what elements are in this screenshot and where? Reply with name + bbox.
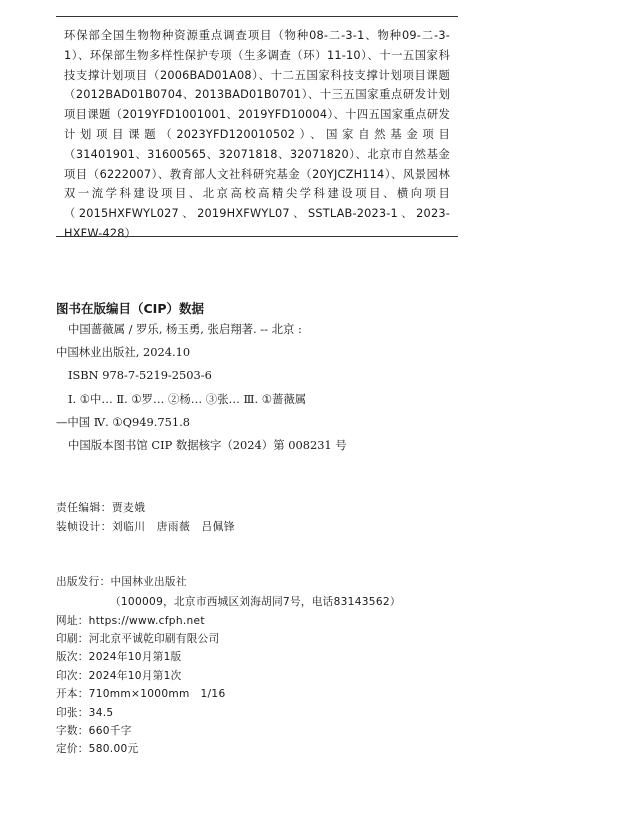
website-line: 网址：https://www.cfph.net: [56, 615, 205, 627]
funding-statement: 环保部全国生物物种资源重点调查项目（物种08-二-3-1、物种09-二-3-1）、环保部生物多样性保护专项（生多调查（环）11-10）、十一五国家科技支撑计划项目（2006BAD01A08）、十二五国家科技支撑计划项目课题（2012BAD01B0704、2013BAD01B0701）、十三五国家重点研发计划项目课题（2019YFD1001001、2019YFD10004）、十四五国家重点研发计划项目课题（2023YFD120010502）、国家自然基金项目（31401901、31600565、32071818、32071820）、北京市自然基金项目（6222007）、教育部人文社科研究基金（20YJCZH114）、风景园林双一流学科建设项目、北京高校高精尖学科建设项目、横向项目（2015HXFWYL027、2019HXFWYL07、SSTLAB-2023-1、2023-HXFW-428）: [64, 29, 450, 240]
address-line: （100009，北京市西城区刘海胡同7号，电话83143562）: [110, 596, 401, 608]
printing-line: 印次：2024年10月第1次: [56, 670, 182, 682]
cip-line-cip-number: 中国版本图书馆 CIP 数据核字（2024）第 008231 号: [68, 438, 347, 452]
cip-line-publisher: 中国林业出版社, 2024.10: [56, 345, 191, 359]
printer-line: 印刷：河北京平诚乾印刷有限公司: [56, 633, 220, 645]
editor-credit: 责任编辑：贾麦娥: [56, 502, 146, 514]
cip-line-title: 中国蔷薇属 / 罗乐, 杨玉勇, 张启翔著. -- 北京 :: [68, 322, 302, 336]
cip-heading: 图书在版编目（CIP）数据: [56, 301, 204, 316]
cip-line-classification: Ⅰ. ①中… Ⅱ. ①罗… ②杨… ③张… Ⅲ. ①蔷薇属: [68, 392, 307, 406]
publisher-line: 出版发行：中国林业出版社: [56, 576, 187, 588]
cip-line-isbn: ISBN 978-7-5219-2503-6: [68, 368, 212, 382]
edition-line: 版次：2024年10月第1版: [56, 651, 182, 663]
cip-line-classification-cont: —中国 Ⅳ. ①Q949.751.8: [56, 415, 190, 429]
format-line: 开本：710mm×1000mm 1/16: [56, 688, 226, 700]
top-rule: [56, 16, 458, 17]
price-line: 定价：580.00元: [56, 743, 139, 755]
sheets-line: 印张：34.5: [56, 707, 114, 719]
words-line: 字数：660千字: [56, 725, 132, 737]
design-credit: 装帧设计：刘临川 唐雨薇 吕佩锋: [56, 521, 236, 533]
bottom-rule: [56, 236, 458, 237]
